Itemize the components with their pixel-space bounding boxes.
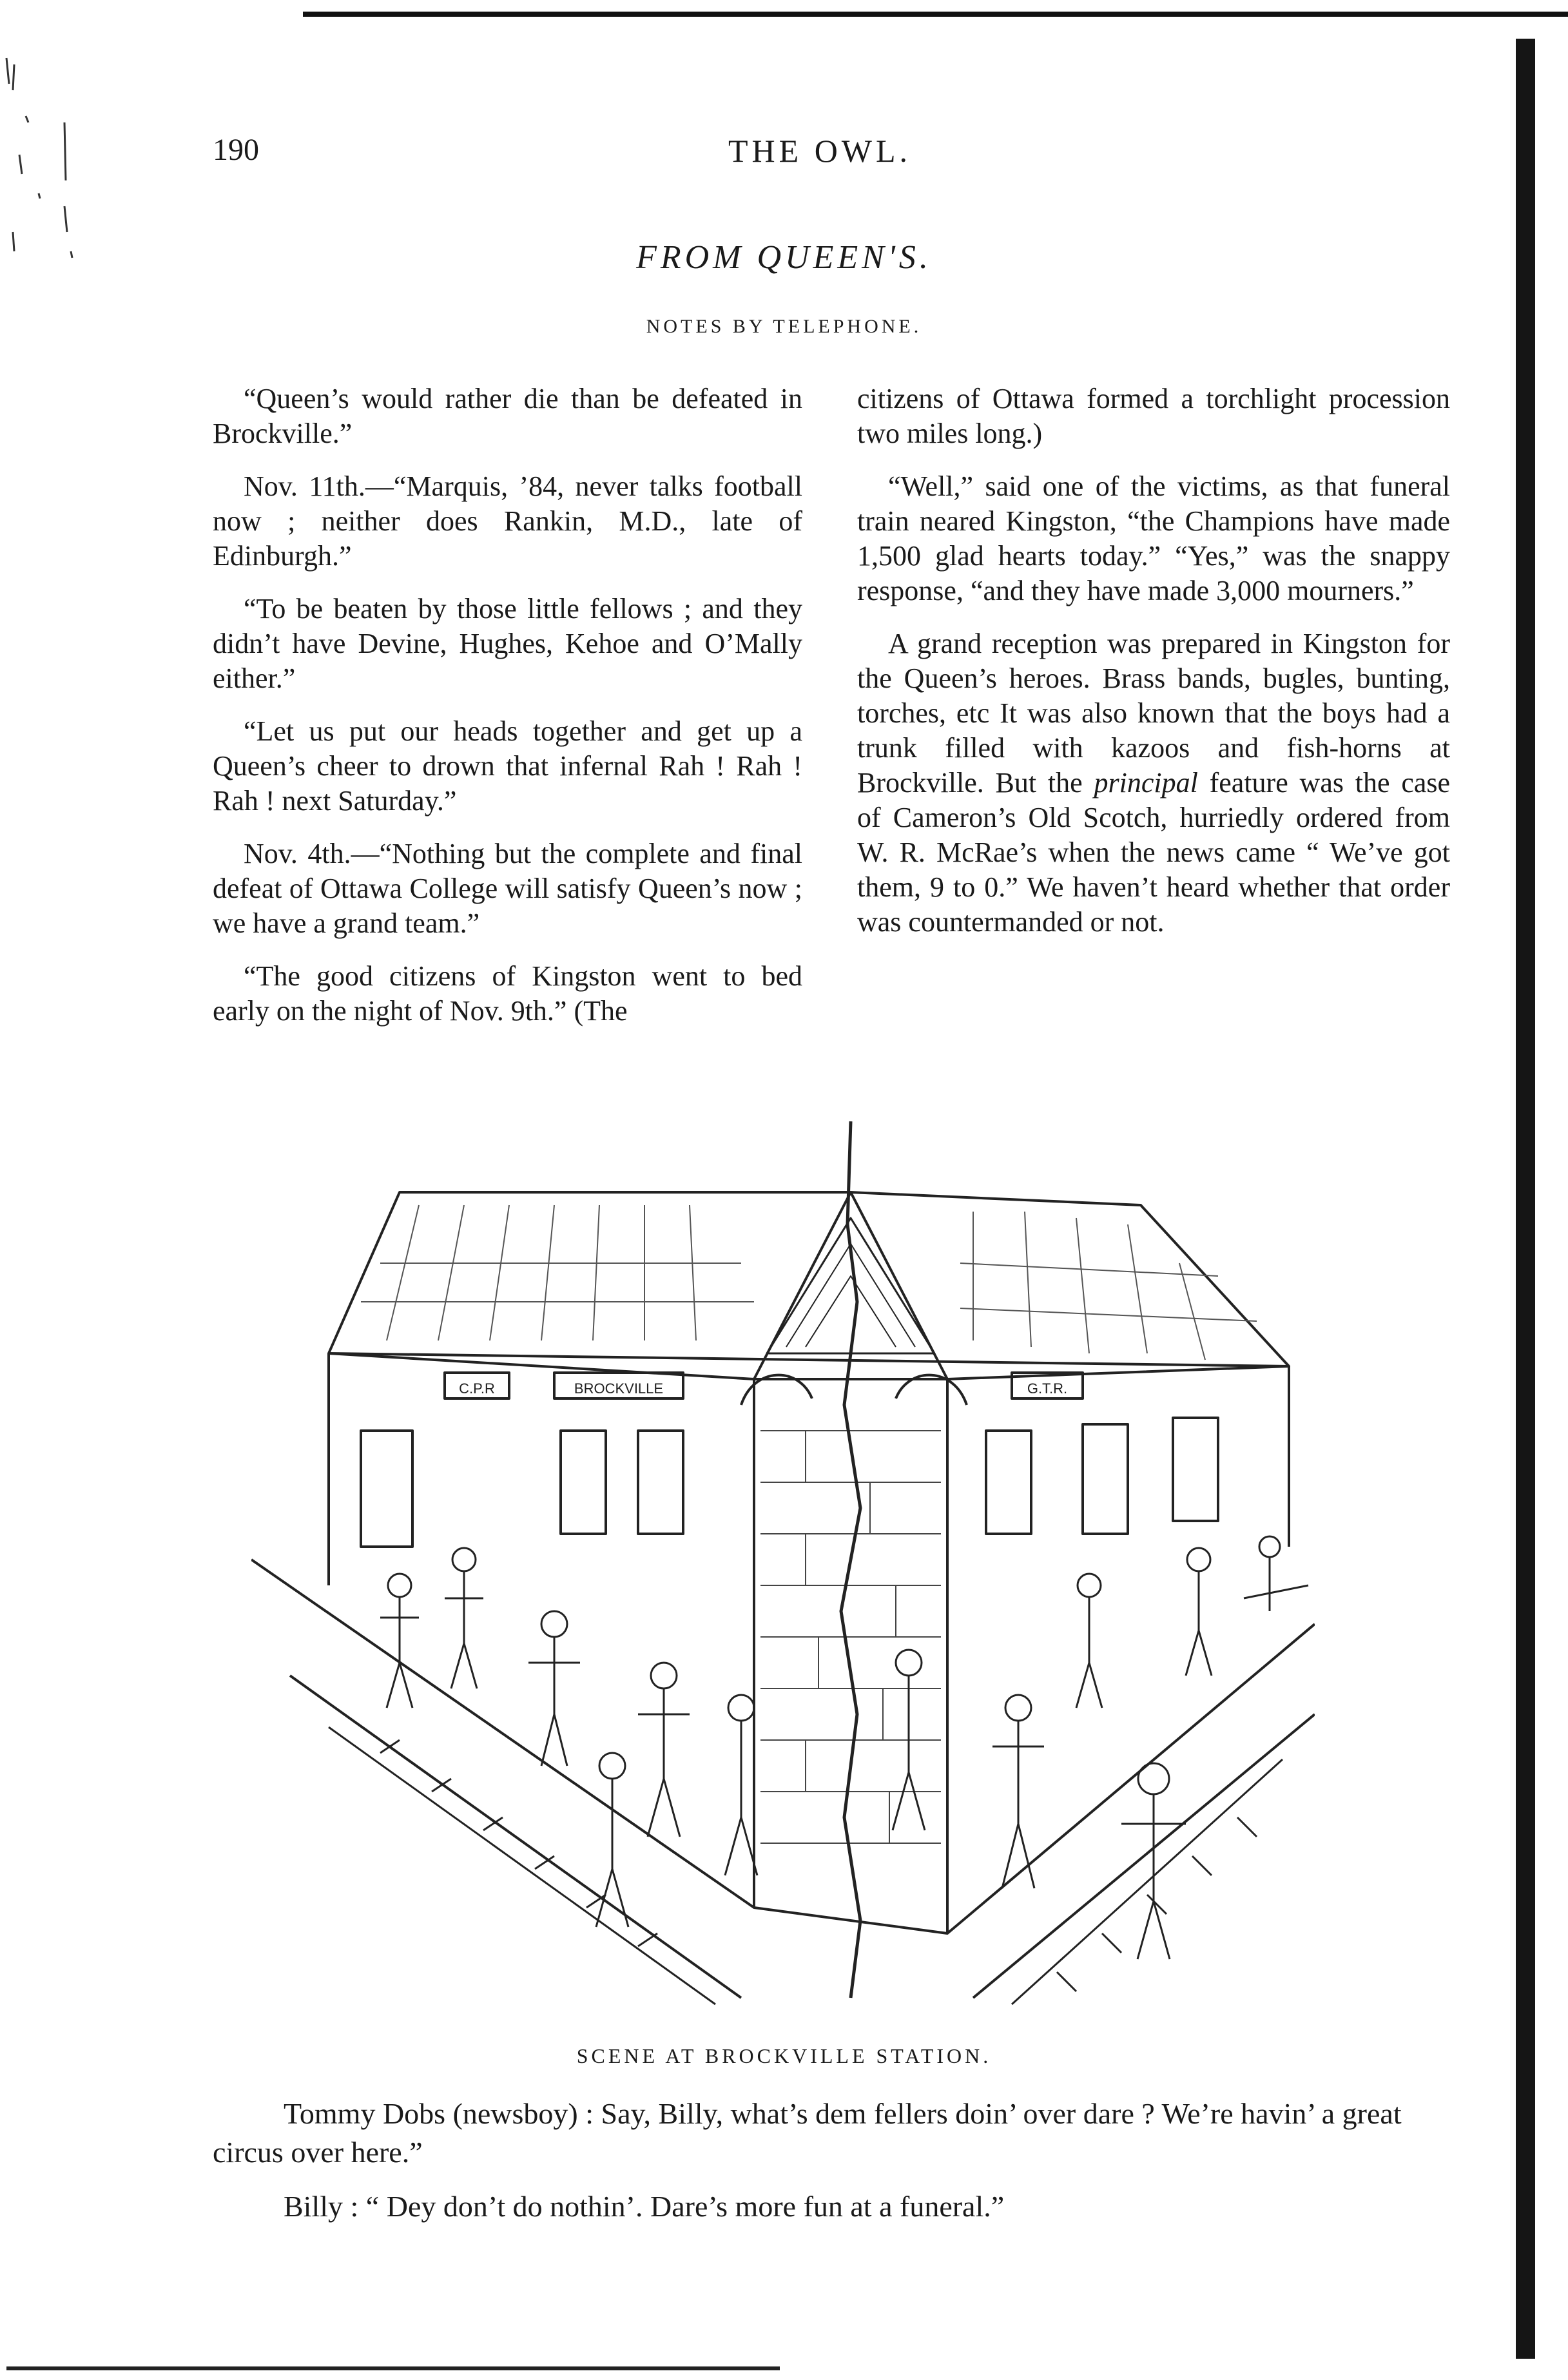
paragraph-text: A grand reception was prepared in Kingston for the Queen’s heroes. Brass bands, bugles, bunting, torches, etc It was also known that the boys had a trunk filled with kazoos and fish-horns at Brockville. But the	[857, 628, 1450, 798]
paragraph: Nov. 4th.—“Nothing but the complete and final defeat of Ottawa College will satisfy Queen’s now ; we have a grand team.”	[213, 838, 802, 939]
paragraph-continuation: citizens of Ottawa formed a torchlight procession two miles long.)	[857, 383, 1450, 449]
paragraph: “To be beaten by those little fellows ; and they didn’t have Devine, Hughes, Kehoe and O’Mally either.”	[213, 593, 802, 694]
top-rule	[303, 12, 1568, 17]
page-edge-shadow	[1516, 39, 1535, 2359]
paragraph-text: feature was the case of Cameron’s Old Scotch, hurriedly ordered from W. R. McRae’s when the news came “ We’ve got them, 9 to 0.” We haven’t heard whether that order was countermanded or not.	[857, 767, 1451, 938]
emphasis-text: principal	[1094, 767, 1198, 798]
paragraph	[857, 626, 1450, 940]
right-column	[857, 382, 1450, 958]
sign-cpr: C.P.R	[459, 1380, 495, 1397]
article-title: FROM QUEEN'S.	[636, 239, 932, 276]
sign-gtr: G.T.R.	[1027, 1380, 1068, 1397]
running-head: THE OWL.	[728, 133, 912, 169]
left-column	[213, 382, 802, 1047]
dialogue-line: Billy : “ Dey don’t do nothin’. Dare’s more fun at a funeral.”	[284, 2190, 1005, 2223]
bottom-rule	[6, 2366, 780, 2370]
article-subtitle: NOTES BY TELEPHONE.	[646, 316, 922, 337]
illustration-caption: SCENE AT BROCKVILLE STATION.	[576, 2044, 992, 2067]
paragraph: “Well,” said one of the victims, as that funeral train neared Kingston, “the Champions have made 1,500 glad hearts today.” “Yes,” was the snappy response, “and they have made 3,000 mourners.”	[857, 470, 1450, 606]
paragraph: “Queen’s would rather die than be defeated in Brockville.”	[213, 383, 802, 449]
paragraph: Nov. 11th.—“Marquis, ’84, never talks football now ; neither does Rankin, M.D., late of Edinburgh.”	[213, 470, 802, 572]
sign-brockville: BROCKVILLE	[574, 1380, 664, 1397]
dialogue-block	[213, 2095, 1476, 2241]
paragraph: “The good citizens of Kingston went to bed early on the night of Nov. 9th.” (The	[213, 960, 802, 1027]
page-number: 190	[213, 133, 259, 167]
brockville-station-illustration	[251, 1096, 1315, 2011]
dialogue-line: Tommy Dobs (newsboy) : Say, Billy, what’s dem fellers doin’ over dare ? We’re havin’ a great circus over here.”	[213, 2097, 1402, 2169]
paragraph: “Let us put our heads together and get up a Queen’s cheer to drown that infernal Rah ! Rah ! Rah ! next Saturday.”	[213, 715, 802, 817]
